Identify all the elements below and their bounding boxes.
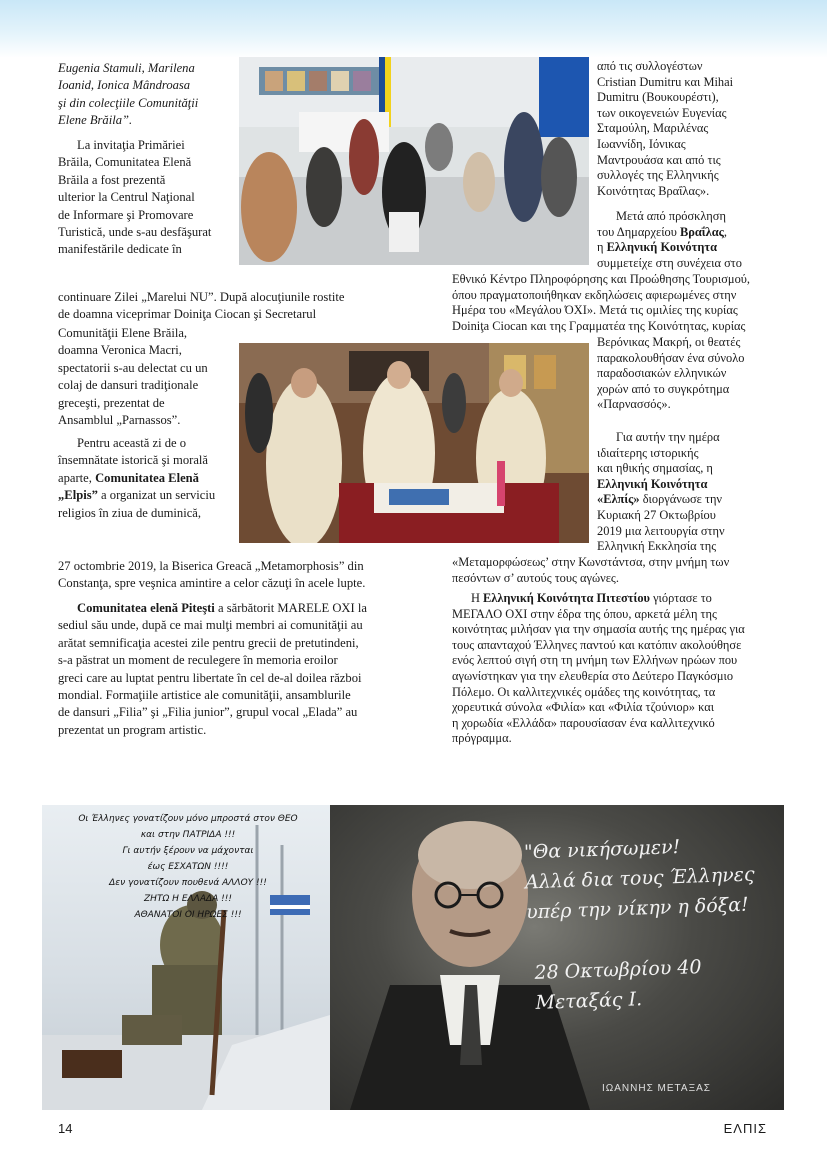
- poster-left-panel: [42, 805, 330, 1110]
- ro-paragraph-2b: continuare Zilei „Marelui NU”. După alocuţiunile rostite de doamna viceprimar Doiniţa Ciocan şi Secretarul: [58, 290, 345, 322]
- ro-paragraph-2a: La invitaţia Primăriei Brăila, Comunitatea Elenă Brăila a fost prezentă ulterior la Centrul Naţional de Informare şi Promovare Turistică, unde s-au desfăşurat manifestările dedicate în: [58, 138, 212, 257]
- metaxas-quote: "Θα νικήσωμεν! Αλλά δια τους Έλληνες υπέρ την νίκην η δόξα!: [523, 836, 755, 924]
- ro-paragraph-4: Comunitatea elenă Piteşti a sărbătorit MARELE OXI la sediul său unde, după ce mai mulţi membri ai comunităţii au arătat semnificaţia acestei zile pentru grecii de pretutindeni, s-a păstrat un moment de reculegere în memoria eroilor greci care au luptat pentru libertate în cel de-al doilea război mondial. Formaţiile artistice ale comunităţii, ansamblurile de dansuri „Filia” şi „Filia junior”, grupul vocal „Elada” au prezentat un program artistic.: [58, 601, 367, 737]
- ro-pitesti-name: Comunitatea elenă Piteşti: [77, 601, 215, 615]
- gr-paragraph-4: Η Ελληνική Κοινότητα Πιτεστίου γιόρτασε το ΜΕΓΑΛΟ ΟΧΙ στην έδρα της όπου, αρκετά μέλη της κοινότητας μιλήσαν για την σημασία αυτής της ημέρας για τους απανταχού Έλληνες παντού και κατόπιν ακολούθησε ενός λεπτού σιγή στη τη μνήμη των Ελλήνων ηρώων που αγωνίστηκαν για την ελευθερία στο Δεύτερο Παγκόσμιο Πόλεμο. Οι καλλιτεχνικές ομάδες της κοινότητας, τα χορευτικά σύνολα «Φιλία» και «Φιλία τζούνιορ» και η χορωδία «Ελλάδα» παρουσίασαν ένα καλλιτεχνικό πρόγραμμα.: [452, 591, 745, 746]
- header-band: [0, 0, 827, 58]
- gr-paragraph-2a: Μετά από πρόσκληση του Δημαρχείου Βραΐλας, η Ελληνική Κοινότητα συμμετείχε στη συνέχεια στο: [597, 209, 742, 270]
- poster-date-signature: 28 Οκτωβρίου 40 Μεταξάς Ι.: [534, 956, 702, 1014]
- magazine-name: ΕΛΠΙΣ: [723, 1121, 767, 1136]
- ro-elpis-name: Comunitatea Elenă: [95, 470, 199, 485]
- photo-dance-event: [239, 57, 589, 265]
- gr-paragraph-3: Για αυτήν την ημέρα ιδιαίτερης ιστορικής και ηθικής σημασίας, η Ελληνική Κοινότητα «Ελπίς» διοργάνωσε την Κυριακή 27 Οκτωβρίου 2019 μια λειτουργία στην Ελληνική Εκκλησία της: [597, 430, 725, 554]
- gr-paragraph-2b: Εθνικό Κέντρο Πληροφόρησης και Προώθησης Τουρισμού, όπου πραγματοποιήθηκαν εκδηλώσεις αφιερωμένες στην Ημέρα του «Μεγάλου ΌΧΙ». Μετά τις ομιλίες της κυρίας Doiniţa Ciocan και της Γραμματέα της Κοινότητας, κυρίας: [452, 272, 750, 333]
- gr-paragraph-1: από τις συλλογέστων Cristian Dumitru και Mihai Dumitru (Βουκουρέστι), των οικογενειών Ευγενίας Σταμούλη, Μαριλένας Ιωαννίδη, Ιόνικας Μαντρουάσα και από τις συλλογές της Ελληνικής Κοινότητας Βραΐλας».: [597, 59, 734, 198]
- poster-right-panel: [330, 805, 784, 1110]
- ro-paragraph-3a: Pentru această zi de o însemnătate istorică şi morală aparte, Comunitatea Elenă „Elpis” a organizat un serviciu religios în ziua de duminică,: [58, 436, 216, 520]
- poster-caption: ΙΩΑΝΝΗΣ ΜΕΤΑΞΑΣ: [602, 1083, 711, 1094]
- ro-paragraph-2c: Comunităţii Elene Brăila, doamna Veronica Macri, spectatorii s-au delectat cu un colaj de dansuri tradiţionale greceşti, prezentat de Ansamblul „Parnassos”.: [58, 326, 208, 428]
- poster-left-text: Οι Έλληνες γονατίζουν μόνο μπροστά στον ΘΕΟ και στην ΠΑΤΡΙΔΑ !!! Γι αυτήν ξέρουν να μάχονται έως ΕΣΧΑΤΩΝ !!!! Δεν γονατίζουν πουθενά ΑΛΛΟΥ !!! ΖΗΤΩ Η ΕΛΛΑΔΑ !!! ΑΘΑΝΑΤΟΙ ΟΙ ΗΡΩΕΣ !!!: [78, 814, 298, 920]
- oxi-day-poster: [42, 805, 784, 1110]
- photo-church-service: [239, 343, 589, 543]
- gr-paragraph-2c: Βερόνικας Μακρή, οι θεατές παρακολουθήσαν ένα σύνολο παραδοσιακών ελληνικών χορών από το συγκρότημα «Παρνασσός».: [597, 335, 745, 412]
- gr-paragraph-3b: «Μεταμορφώσεως’ στην Κωνστάντσα, στην μνήμη των πεσόντων σ’ αυτούς τους αγώνες.: [452, 555, 730, 585]
- ro-paragraph-3c: 27 octombrie 2019, la Biserica Greacă „Metamorphosis” din Constanţa, spre veşnica amintire a celor căzuţi în acele lupte.: [58, 559, 366, 591]
- page-number: 14: [58, 1121, 73, 1136]
- ro-paragraph-1: Eugenia Stamuli, Marilena Ioanid, Ionica Mândroasa şi din colecţiile Comunităţii Elene Brăila”.: [58, 61, 199, 128]
